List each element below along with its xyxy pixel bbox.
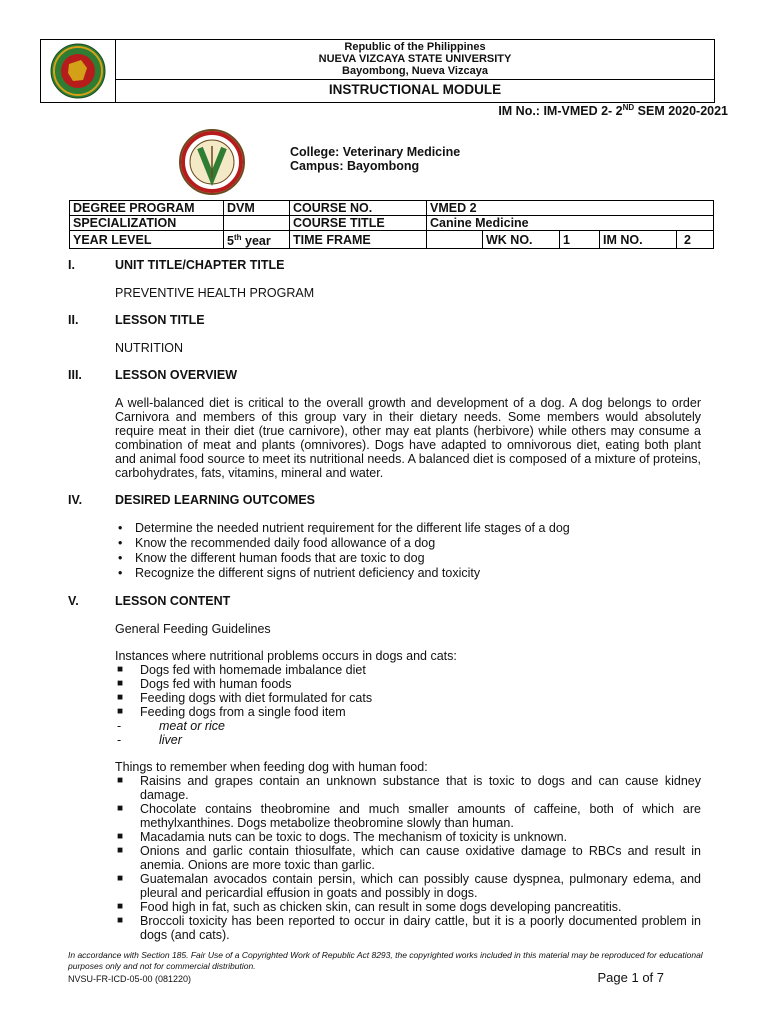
square-bullet-icon: ■ bbox=[117, 831, 124, 842]
im-number: IM No.: IM-VMED 2- 2ND SEM 2020-2021 bbox=[498, 103, 728, 119]
square-bullet-icon: ■ bbox=[117, 873, 124, 884]
copyright-note: In accordance with Section 185. Fair Use of a Copyrighted Work of Republic Act 8293, the copyrighted works included in this material may be reproduced for educational purposes only and not for commercial distribution. bbox=[68, 950, 703, 971]
square-bullet-icon: ■ bbox=[117, 664, 124, 675]
im-no-label: IM NO. bbox=[600, 231, 677, 249]
human-food-list bbox=[115, 774, 701, 942]
list-item: • Know the recommended daily food allowance of a dog bbox=[115, 536, 715, 551]
wk-no-value: 1 bbox=[560, 231, 600, 249]
list-item: ■ Raisins and grapes contain an unknown substance that is toxic to dogs and can cause kidney damage. bbox=[117, 774, 701, 802]
wk-no-label: WK NO. bbox=[483, 231, 560, 249]
square-bullet-icon: ■ bbox=[117, 803, 124, 814]
square-bullet-icon: ■ bbox=[117, 692, 124, 703]
list-item: - liver bbox=[117, 733, 182, 747]
list-item: ■ Dogs fed with homemade imbalance diet bbox=[117, 663, 366, 677]
section-2-number: II. bbox=[68, 313, 79, 327]
time-frame-label: TIME FRAME bbox=[290, 231, 427, 249]
section-5-number: V. bbox=[68, 594, 79, 608]
form-code: NVSU-FR-ICD-05-00 (081220) bbox=[68, 974, 192, 984]
year-level-label: YEAR LEVEL bbox=[70, 231, 224, 249]
module-title: INSTRUCTIONAL MODULE bbox=[328, 82, 502, 97]
college-line: College: Veterinary Medicine bbox=[290, 145, 461, 159]
square-bullet-icon: ■ bbox=[117, 775, 124, 786]
table-row bbox=[70, 201, 714, 216]
list-item: • Know the different human foods that are toxic to dog bbox=[115, 551, 715, 566]
section-4-number: IV. bbox=[68, 493, 83, 507]
page-number: Page 1 of 7 bbox=[597, 970, 664, 985]
university-seal-icon bbox=[41, 40, 115, 102]
degree-program-label: DEGREE PROGRAM bbox=[70, 201, 224, 216]
header-logo-cell bbox=[41, 40, 116, 102]
list-item: ■ Guatemalan avocados contain persin, which can possibly cause dyspnea, pulmonary edema, and pleural and pericardial effusion in goats and possibly in dogs. bbox=[117, 872, 701, 900]
course-title-label: COURSE TITLE bbox=[290, 216, 427, 231]
list-item: ■ Food high in fat, such as chicken skin, can result in some dogs developing pancreatitis. bbox=[117, 900, 622, 914]
specialization-label: SPECIALIZATION bbox=[70, 216, 224, 231]
square-bullet-icon: ■ bbox=[117, 706, 124, 717]
campus-line: Campus: Bayombong bbox=[290, 159, 420, 173]
degree-program-value: DVM bbox=[224, 201, 290, 216]
lesson-subheading: General Feeding Guidelines bbox=[115, 622, 271, 636]
section-4-title: DESIRED LEARNING OUTCOMES bbox=[115, 493, 316, 507]
square-bullet-icon: ■ bbox=[117, 901, 124, 912]
header-institution bbox=[116, 40, 714, 80]
section-1-title: UNIT TITLE/CHAPTER TITLE bbox=[115, 258, 285, 272]
college-seal-icon bbox=[176, 128, 248, 196]
square-bullet-icon: ■ bbox=[117, 915, 124, 926]
table-row bbox=[70, 216, 714, 231]
list-item: ■ Chocolate contains theobromine and much smaller amounts of caffeine, both of which are methylxanthines. Dogs metabolize theobromine slowly than human. bbox=[117, 802, 701, 830]
unit-title-text: PREVENTIVE HEALTH PROGRAM bbox=[115, 286, 315, 300]
list-item: ■ Feeding dogs with diet formulated for cats bbox=[117, 691, 373, 705]
section-1-number: I. bbox=[68, 258, 75, 272]
learning-outcomes-list bbox=[115, 521, 715, 581]
course-info-table bbox=[69, 200, 714, 249]
human-food-intro: Things to remember when feeding dog with human food: bbox=[115, 760, 428, 774]
lesson-overview-text: A well-balanced diet is critical to the overall growth and development of a dog. A dog belongs to order Carnivora and members of this group vary in their dietary needs. Some members would absolutely require meat in their diet (true carnivore), other may eat plants (herbivore) while others may consume a combination of meat and plants (omnivores). Dogs have adapted to omnivorous diet, eating both plant and animal food source to meet its nutritional needs. A balanced diet is composed of a mixture of proteins, carbohydrates, fats, vitamins, mineral and water. bbox=[115, 396, 701, 480]
lesson-title-text: NUTRITION bbox=[115, 341, 184, 355]
header-box bbox=[40, 39, 715, 103]
year-level-value: 5th year bbox=[224, 231, 290, 249]
university-location: Bayombong, Nueva Vizcaya bbox=[342, 65, 488, 77]
course-title-value: Canine Medicine bbox=[427, 216, 714, 231]
college-info bbox=[290, 145, 460, 173]
im-no-value: 2 bbox=[677, 231, 714, 249]
university-name: NUEVA VIZCAYA STATE UNIVERSITY bbox=[318, 53, 512, 65]
list-item: - meat or rice bbox=[117, 719, 225, 733]
list-item: ■ Broccoli toxicity has been reported to occur in dairy cattle, but it is a poorly documented problem in dogs (and cats). bbox=[117, 914, 701, 942]
course-no-label: COURSE NO. bbox=[290, 201, 427, 216]
section-2-title: LESSON TITLE bbox=[115, 313, 205, 327]
list-item: ■ Dogs fed with human foods bbox=[117, 677, 292, 691]
list-item: • Determine the needed nutrient requirement for the different life stages of a dog bbox=[115, 521, 715, 536]
section-5-title: LESSON CONTENT bbox=[115, 594, 231, 608]
problems-list bbox=[115, 663, 701, 747]
problems-intro: Instances where nutritional problems occurs in dogs and cats: bbox=[115, 649, 457, 663]
list-item: ■ Onions and garlic contain thiosulfate, which can cause oxidative damage to RBCs and result in anemia. Onions are more toxic than garlic. bbox=[117, 844, 701, 872]
time-frame-value bbox=[427, 231, 483, 249]
list-item: ■ Macadamia nuts can be toxic to dogs. The mechanism of toxicity is unknown. bbox=[117, 830, 568, 844]
square-bullet-icon: ■ bbox=[117, 678, 124, 689]
table-row bbox=[70, 231, 714, 249]
section-3-number: III. bbox=[68, 368, 82, 382]
section-3-title: LESSON OVERVIEW bbox=[115, 368, 238, 382]
specialization-value bbox=[224, 216, 290, 231]
list-item: • Recognize the different signs of nutrient deficiency and toxicity bbox=[115, 566, 715, 581]
republic-line: Republic of the Philippines bbox=[344, 41, 486, 53]
square-bullet-icon: ■ bbox=[117, 845, 124, 856]
list-item: ■ Feeding dogs from a single food item bbox=[117, 705, 346, 719]
course-no-value: VMED 2 bbox=[427, 201, 714, 216]
